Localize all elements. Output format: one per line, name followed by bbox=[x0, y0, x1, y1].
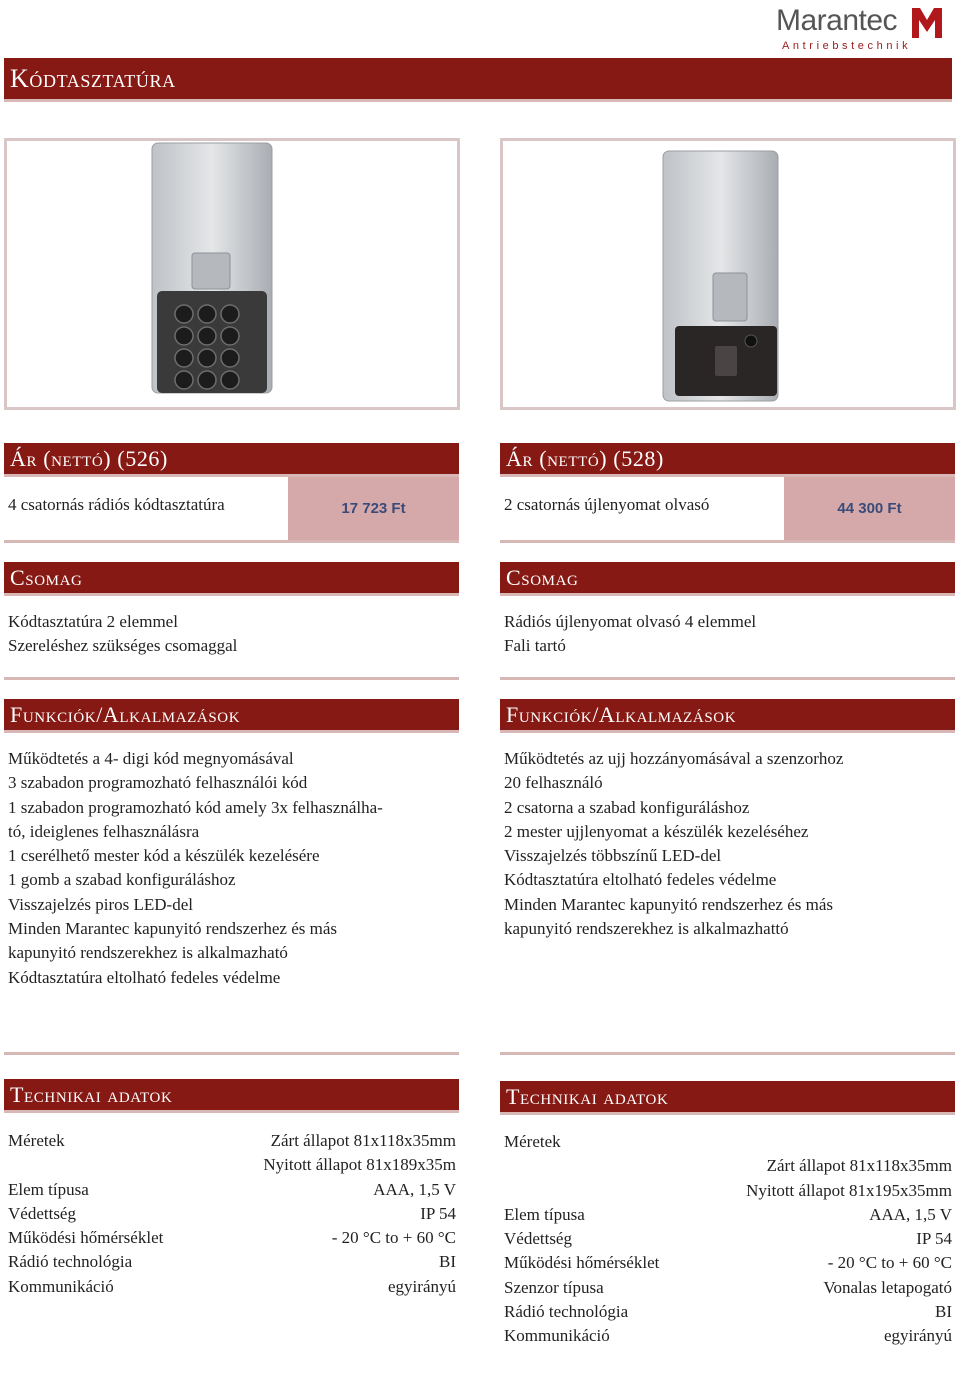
list-item: 1 szabadon programozható kód amely 3x felhasználha- bbox=[8, 797, 383, 817]
list-item: 20 felhasználó bbox=[504, 773, 603, 793]
table-row bbox=[8, 1275, 456, 1299]
right-product-name: 2 csatornás újlenyomat olvasó bbox=[504, 495, 710, 514]
spec-value: Zárt állapot 81x118x35mm bbox=[270, 1131, 456, 1150]
spec-value: IP 54 bbox=[420, 1203, 456, 1223]
list-item: Visszajelzés piros LED-del bbox=[8, 894, 193, 914]
left-tech-header: Technikai adatok bbox=[4, 1079, 459, 1113]
page-title: Kódtasztatúra bbox=[4, 58, 952, 102]
list-item: tó, ideiglenes felhasználásra bbox=[8, 821, 200, 841]
spec-value: egyirányú bbox=[388, 1276, 456, 1296]
spec-label: Elem típusa bbox=[8, 1179, 89, 1199]
list-item: Minden Marantec kapunyitó rendszerhez és más bbox=[8, 919, 338, 939]
spec-label: Kommunikáció bbox=[504, 1326, 610, 1346]
list-item: Szereléshez szükséges csomaggal bbox=[8, 636, 238, 656]
left-price-value: 17 723 Ft bbox=[288, 477, 459, 540]
fingerprint-device-icon bbox=[503, 141, 953, 407]
spec-value: BI bbox=[935, 1302, 952, 1322]
spec-value: Nyitott állapot 81x195x35mm bbox=[746, 1180, 952, 1200]
spec-label: Működési hőmérséklet bbox=[8, 1228, 164, 1248]
spec-value: AAA, 1,5 V bbox=[373, 1179, 456, 1199]
left-tech-table bbox=[8, 1129, 456, 1299]
left-product-name: 4 csatornás rádiós kódtasztatúra bbox=[8, 495, 225, 514]
list-item: Kódtasztatúra eltolható fedeles védelme bbox=[8, 967, 281, 987]
logo-m-icon bbox=[912, 8, 942, 38]
spec-label: Rádió technológia bbox=[504, 1302, 629, 1322]
right-package-header: Csomag bbox=[500, 562, 955, 596]
right-price-value: 44 300 Ft bbox=[784, 477, 955, 540]
list-item: Minden Marantec kapunyitó rendszerhez és más bbox=[504, 894, 834, 914]
logo-subtitle: Antriebstechnik bbox=[782, 40, 912, 52]
right-price-row bbox=[500, 477, 955, 543]
left-price-header: Ár (nettó) (526) bbox=[4, 443, 459, 477]
spec-value: - 20 °C to + 60 °C bbox=[827, 1253, 952, 1273]
table-row bbox=[504, 1154, 952, 1178]
table-row bbox=[504, 1276, 952, 1300]
list-item: kapunyitó rendszerekhez is alkalmazhattó bbox=[504, 919, 789, 939]
spec-value: egyirányú bbox=[884, 1326, 952, 1346]
left-package-header: Csomag bbox=[4, 562, 459, 596]
keypad-device-icon bbox=[7, 141, 457, 407]
spec-value: Nyitott állapot 81x189x35m bbox=[263, 1155, 456, 1175]
table-row bbox=[504, 1324, 952, 1348]
list-item: 2 mester ujjlenyomat a készülék kezeléséhez bbox=[504, 821, 809, 841]
table-row bbox=[504, 1227, 952, 1251]
spec-label: Méretek bbox=[8, 1131, 65, 1150]
spec-value: AAA, 1,5 V bbox=[869, 1204, 952, 1224]
list-item: 3 szabadon programozható felhasználói kód bbox=[8, 773, 308, 793]
spec-label: Rádió technológia bbox=[8, 1252, 133, 1272]
list-item: Kódtasztatúra 2 elemmel bbox=[8, 612, 178, 631]
table-row bbox=[8, 1129, 456, 1153]
spec-value: - 20 °C to + 60 °C bbox=[331, 1228, 456, 1248]
table-row bbox=[8, 1226, 456, 1250]
spec-value: Vonalas letapogató bbox=[823, 1277, 952, 1297]
list-item: 2 csatorna a szabad konfiguráláshoz bbox=[504, 797, 750, 817]
left-functions-list bbox=[4, 733, 459, 1055]
spec-label: Kommunikáció bbox=[8, 1276, 114, 1296]
right-package-list bbox=[500, 596, 955, 680]
table-row bbox=[504, 1203, 952, 1227]
list-item: Működtetés a 4- digi kód megnyomásával bbox=[8, 749, 294, 768]
table-row bbox=[504, 1130, 952, 1154]
list-item: 1 cserélhető mester kód a készülék kezelésére bbox=[8, 846, 320, 866]
spec-label: Védettség bbox=[504, 1229, 572, 1249]
table-row bbox=[8, 1202, 456, 1226]
spec-label: Elem típusa bbox=[504, 1204, 585, 1224]
list-item: 1 gomb a szabad konfiguráláshoz bbox=[8, 870, 236, 890]
spec-label: Szenzor típusa bbox=[504, 1277, 604, 1297]
table-row bbox=[8, 1153, 456, 1177]
brand-logo bbox=[776, 4, 946, 54]
list-item: Kódtasztatúra eltolható fedeles védelme bbox=[504, 870, 777, 890]
table-row bbox=[504, 1251, 952, 1275]
table-row bbox=[8, 1178, 456, 1202]
spec-label: Működési hőmérséklet bbox=[504, 1253, 660, 1273]
right-functions-header: Funkciók/Alkalmazások bbox=[500, 699, 955, 733]
right-price-header: Ár (nettó) (528) bbox=[500, 443, 955, 477]
logo-wordmark: Marantec bbox=[776, 4, 898, 37]
left-package-list bbox=[4, 596, 459, 680]
list-item: Rádiós újlenyomat olvasó 4 elemmel bbox=[504, 612, 757, 631]
table-row bbox=[504, 1300, 952, 1324]
table-row bbox=[8, 1250, 456, 1274]
right-functions-list bbox=[500, 733, 955, 1055]
left-price-row bbox=[4, 477, 459, 543]
spec-label: Méretek bbox=[504, 1132, 561, 1151]
list-item: Működtetés az ujj hozzányomásával a szenzorhoz bbox=[504, 749, 844, 768]
spec-label: Védettség bbox=[8, 1203, 76, 1223]
list-item: Visszajelzés többszínű LED-del bbox=[504, 846, 722, 866]
spec-value: Zárt állapot 81x118x35mm bbox=[766, 1156, 952, 1176]
list-item: Fali tartó bbox=[504, 636, 566, 656]
right-tech-header: Technikai adatok bbox=[500, 1081, 955, 1115]
fingerprint-reader-image bbox=[500, 138, 956, 410]
left-functions-header: Funkciók/Alkalmazások bbox=[4, 699, 459, 733]
keypad-image bbox=[4, 138, 460, 410]
table-row bbox=[504, 1179, 952, 1203]
spec-value: BI bbox=[439, 1252, 456, 1272]
list-item: kapunyitó rendszerekhez is alkalmazható bbox=[8, 943, 288, 963]
spec-value: IP 54 bbox=[916, 1229, 952, 1249]
right-tech-table bbox=[504, 1130, 952, 1349]
